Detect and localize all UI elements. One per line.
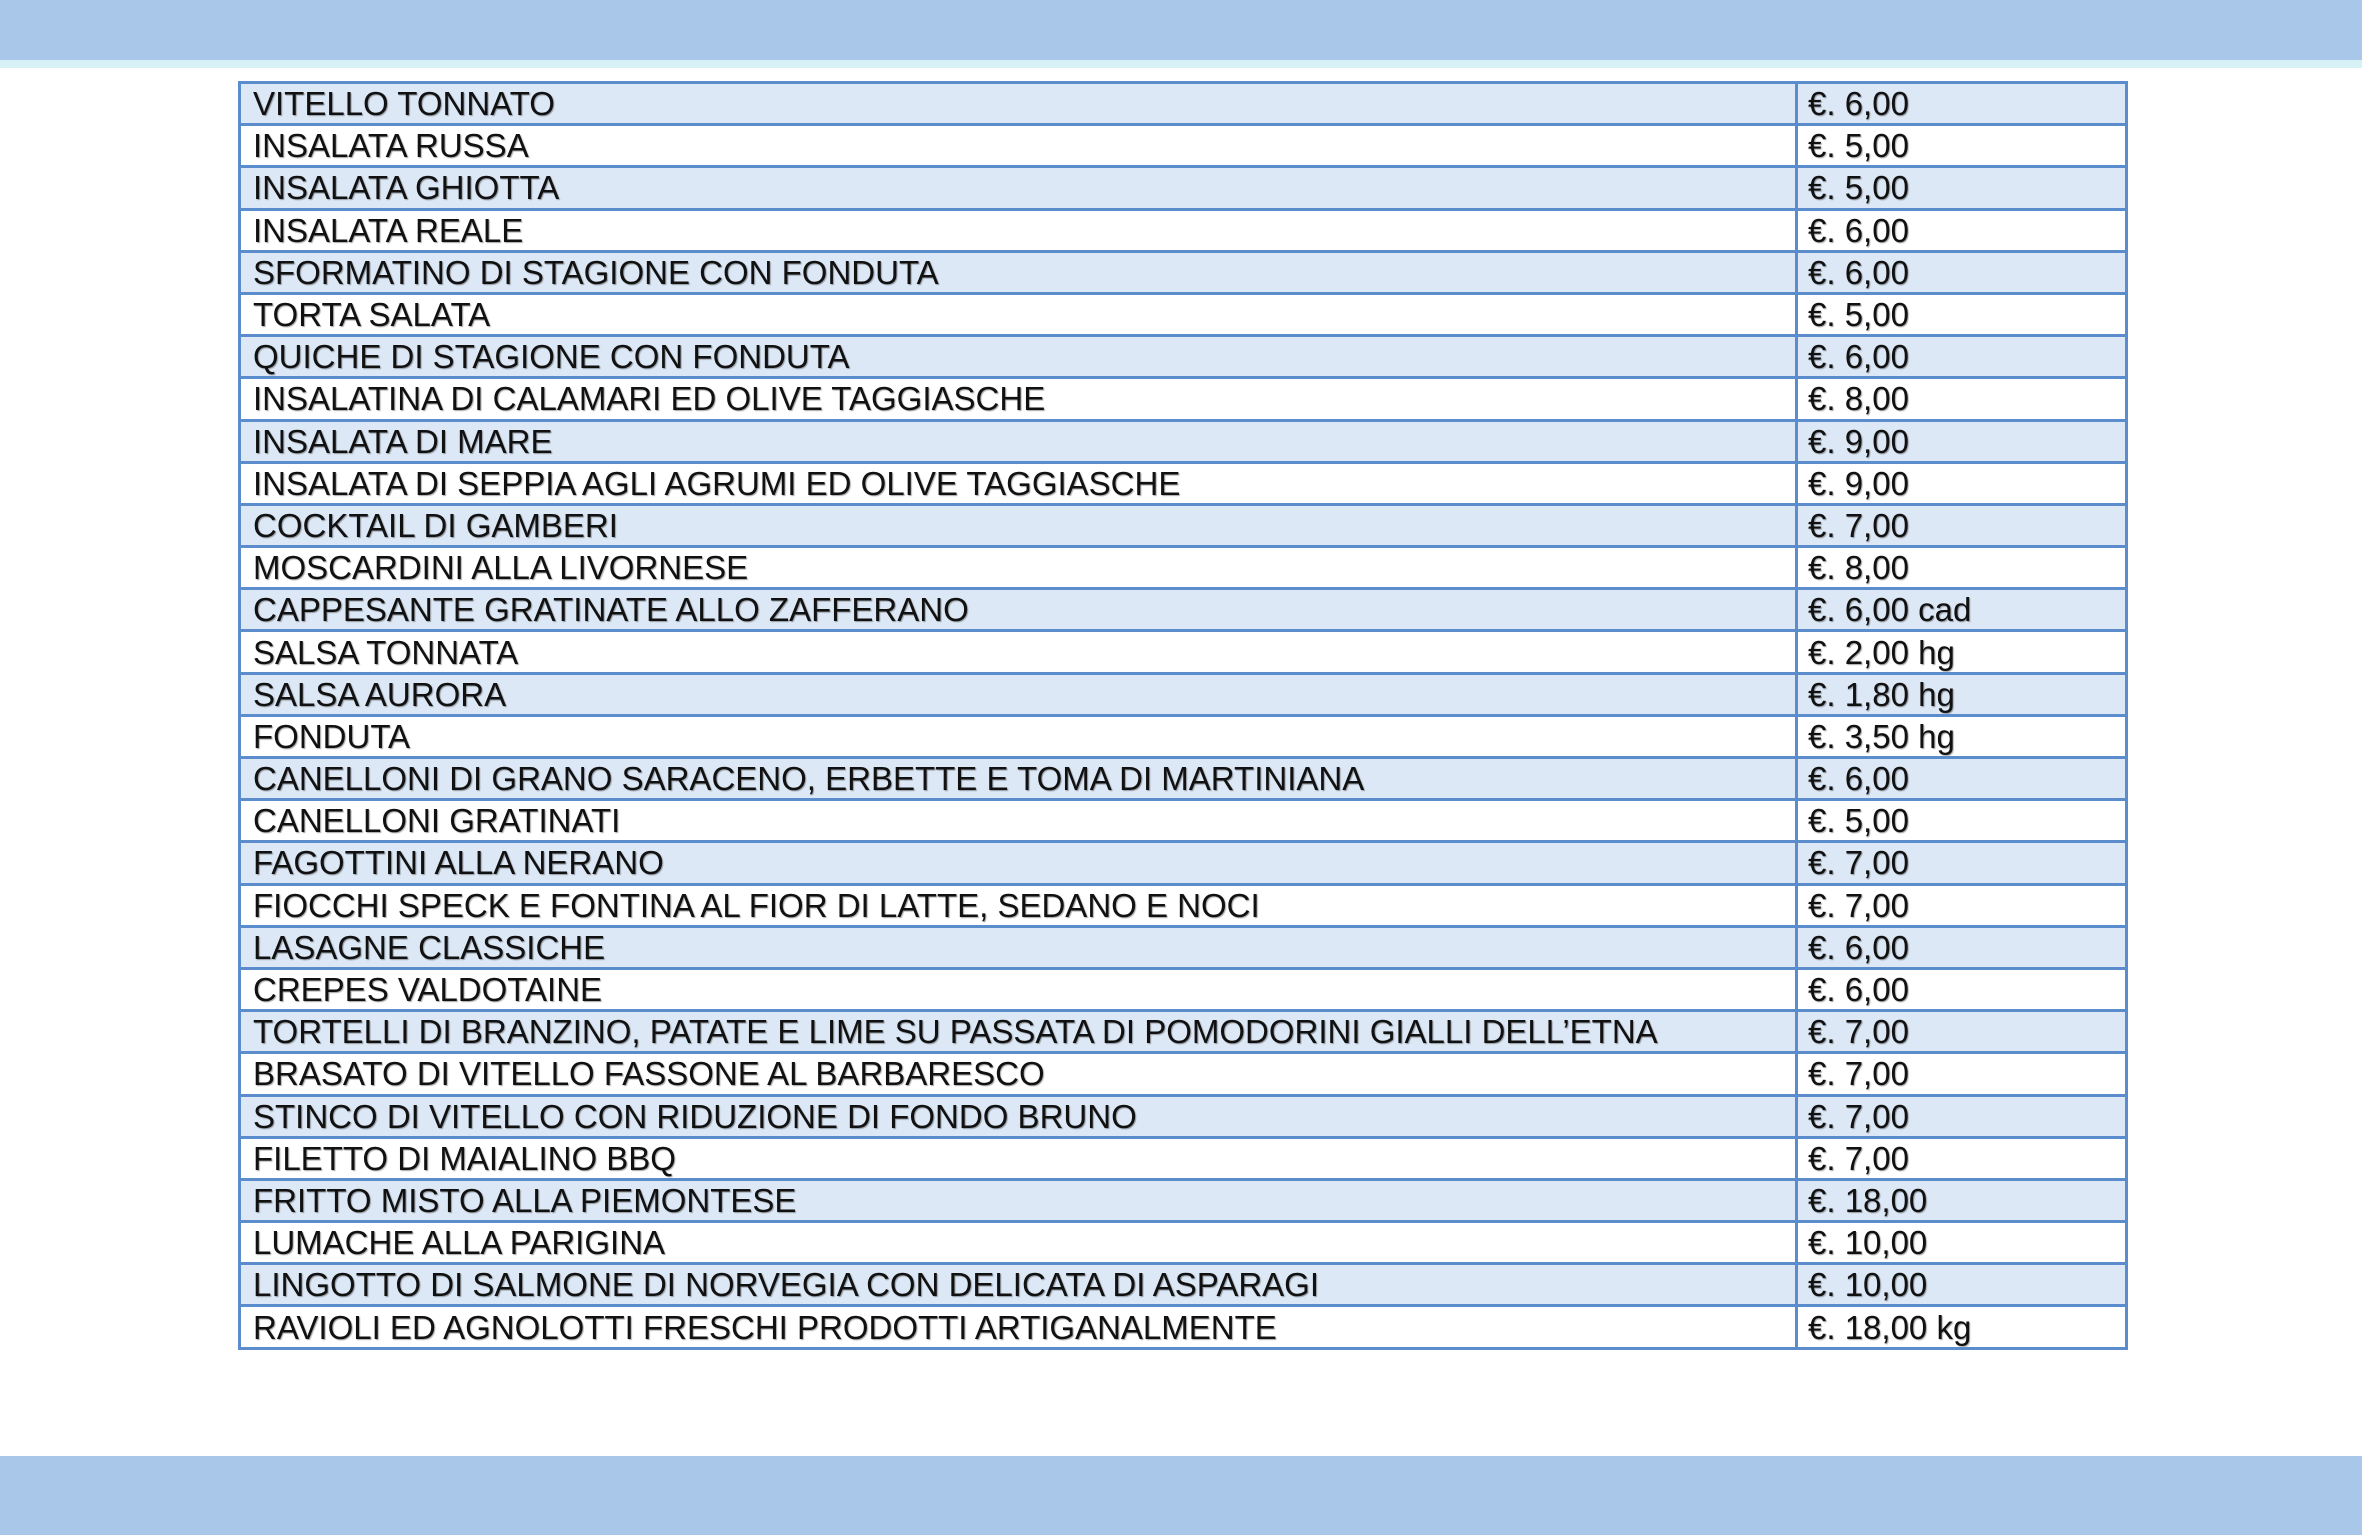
- dish-price: €. 9,00: [1797, 420, 2127, 462]
- dish-price: €. 18,00: [1797, 1179, 2127, 1221]
- table-row: [240, 589, 2127, 631]
- header-band: [0, 0, 2362, 60]
- table-row: [240, 1222, 2127, 1264]
- table-row: [240, 125, 2127, 167]
- dish-price: €. 9,00: [1797, 462, 2127, 504]
- table-row: [240, 673, 2127, 715]
- dish-price: €. 6,00 cad: [1797, 589, 2127, 631]
- table-row: [240, 1095, 2127, 1137]
- dish-name: CANELLONI GRATINATI: [240, 800, 1797, 842]
- dish-name: CREPES VALDOTAINE: [240, 968, 1797, 1010]
- table-row: [240, 1264, 2127, 1306]
- table-row: [240, 1053, 2127, 1095]
- dish-price: €. 8,00: [1797, 547, 2127, 589]
- menu-table-body: [240, 83, 2127, 1349]
- dish-price: €. 7,00: [1797, 1053, 2127, 1095]
- dish-price: €. 6,00: [1797, 251, 2127, 293]
- dish-name: COCKTAIL DI GAMBERI: [240, 504, 1797, 546]
- table-row: [240, 1306, 2127, 1348]
- table-row: [240, 631, 2127, 673]
- dish-name: CANELLONI DI GRANO SARACENO, ERBETTE E TOMA DI MARTINIANA: [240, 758, 1797, 800]
- dish-name: SFORMATINO DI STAGIONE CON FONDUTA: [240, 251, 1797, 293]
- dish-name: FILETTO DI MAIALINO BBQ: [240, 1137, 1797, 1179]
- table-row: [240, 336, 2127, 378]
- dish-price: €. 5,00: [1797, 167, 2127, 209]
- dish-price: €. 5,00: [1797, 125, 2127, 167]
- dish-name: FIOCCHI SPECK E FONTINA AL FIOR DI LATTE, SEDANO E NOCI: [240, 884, 1797, 926]
- dish-price: €. 10,00: [1797, 1264, 2127, 1306]
- dish-name: FAGOTTINI ALLA NERANO: [240, 842, 1797, 884]
- dish-name: MOSCARDINI ALLA LIVORNESE: [240, 547, 1797, 589]
- dish-price: €. 7,00: [1797, 1011, 2127, 1053]
- menu-price-table: [238, 81, 2128, 1350]
- dish-price: €. 2,00 hg: [1797, 631, 2127, 673]
- dish-price: €. 18,00 kg: [1797, 1306, 2127, 1348]
- table-row: [240, 842, 2127, 884]
- dish-name: SALSA AURORA: [240, 673, 1797, 715]
- table-row: [240, 758, 2127, 800]
- dish-name: TORTELLI DI BRANZINO, PATATE E LIME SU PASSATA DI POMODORINI GIALLI DELL’ETNA: [240, 1011, 1797, 1053]
- dish-price: €. 6,00: [1797, 336, 2127, 378]
- dish-name: INSALATA RUSSA: [240, 125, 1797, 167]
- table-row: [240, 504, 2127, 546]
- dish-name: LUMACHE ALLA PARIGINA: [240, 1222, 1797, 1264]
- dish-name: FRITTO MISTO ALLA PIEMONTESE: [240, 1179, 1797, 1221]
- dish-name: QUICHE DI STAGIONE CON FONDUTA: [240, 336, 1797, 378]
- dish-price: €. 1,80 hg: [1797, 673, 2127, 715]
- dish-price: €. 7,00: [1797, 504, 2127, 546]
- dish-price: €. 6,00: [1797, 209, 2127, 251]
- header-accent-line: [0, 60, 2362, 68]
- dish-name: INSALATA DI SEPPIA AGLI AGRUMI ED OLIVE TAGGIASCHE: [240, 462, 1797, 504]
- dish-price: €. 6,00: [1797, 926, 2127, 968]
- dish-name: CAPPESANTE GRATINATE ALLO ZAFFERANO: [240, 589, 1797, 631]
- dish-name: LASAGNE CLASSICHE: [240, 926, 1797, 968]
- dish-price: €. 7,00: [1797, 1137, 2127, 1179]
- dish-name: VITELLO TONNATO: [240, 83, 1797, 125]
- table-row: [240, 293, 2127, 335]
- dish-name: BRASATO DI VITELLO FASSONE AL BARBARESCO: [240, 1053, 1797, 1095]
- dish-price: €. 6,00: [1797, 83, 2127, 125]
- dish-name: FONDUTA: [240, 715, 1797, 757]
- table-row: [240, 420, 2127, 462]
- table-row: [240, 83, 2127, 125]
- table-row: [240, 378, 2127, 420]
- dish-name: STINCO DI VITELLO CON RIDUZIONE DI FONDO BRUNO: [240, 1095, 1797, 1137]
- dish-price: €. 5,00: [1797, 800, 2127, 842]
- dish-price: €. 3,50 hg: [1797, 715, 2127, 757]
- dish-name: INSALATA GHIOTTA: [240, 167, 1797, 209]
- dish-name: INSALATA REALE: [240, 209, 1797, 251]
- dish-price: €. 6,00: [1797, 758, 2127, 800]
- table-row: [240, 1011, 2127, 1053]
- table-row: [240, 251, 2127, 293]
- dish-name: TORTA SALATA: [240, 293, 1797, 335]
- table-row: [240, 462, 2127, 504]
- table-row: [240, 968, 2127, 1010]
- table-row: [240, 1137, 2127, 1179]
- dish-name: INSALATA DI MARE: [240, 420, 1797, 462]
- dish-name: RAVIOLI ED AGNOLOTTI FRESCHI PRODOTTI ARTIGANALMENTE: [240, 1306, 1797, 1348]
- dish-price: €. 7,00: [1797, 884, 2127, 926]
- dish-price: €. 8,00: [1797, 378, 2127, 420]
- dish-price: €. 7,00: [1797, 1095, 2127, 1137]
- table-row: [240, 209, 2127, 251]
- table-row: [240, 715, 2127, 757]
- dish-name: SALSA TONNATA: [240, 631, 1797, 673]
- dish-price: €. 7,00: [1797, 842, 2127, 884]
- table-row: [240, 167, 2127, 209]
- table-row: [240, 547, 2127, 589]
- footer-band: [0, 1456, 2362, 1535]
- table-row: [240, 926, 2127, 968]
- dish-price: €. 5,00: [1797, 293, 2127, 335]
- dish-price: €. 6,00: [1797, 968, 2127, 1010]
- dish-name: INSALATINA DI CALAMARI ED OLIVE TAGGIASCHE: [240, 378, 1797, 420]
- table-row: [240, 1179, 2127, 1221]
- dish-name: LINGOTTO DI SALMONE DI NORVEGIA CON DELICATA DI ASPARAGI: [240, 1264, 1797, 1306]
- dish-price: €. 10,00: [1797, 1222, 2127, 1264]
- table-row: [240, 800, 2127, 842]
- table-row: [240, 884, 2127, 926]
